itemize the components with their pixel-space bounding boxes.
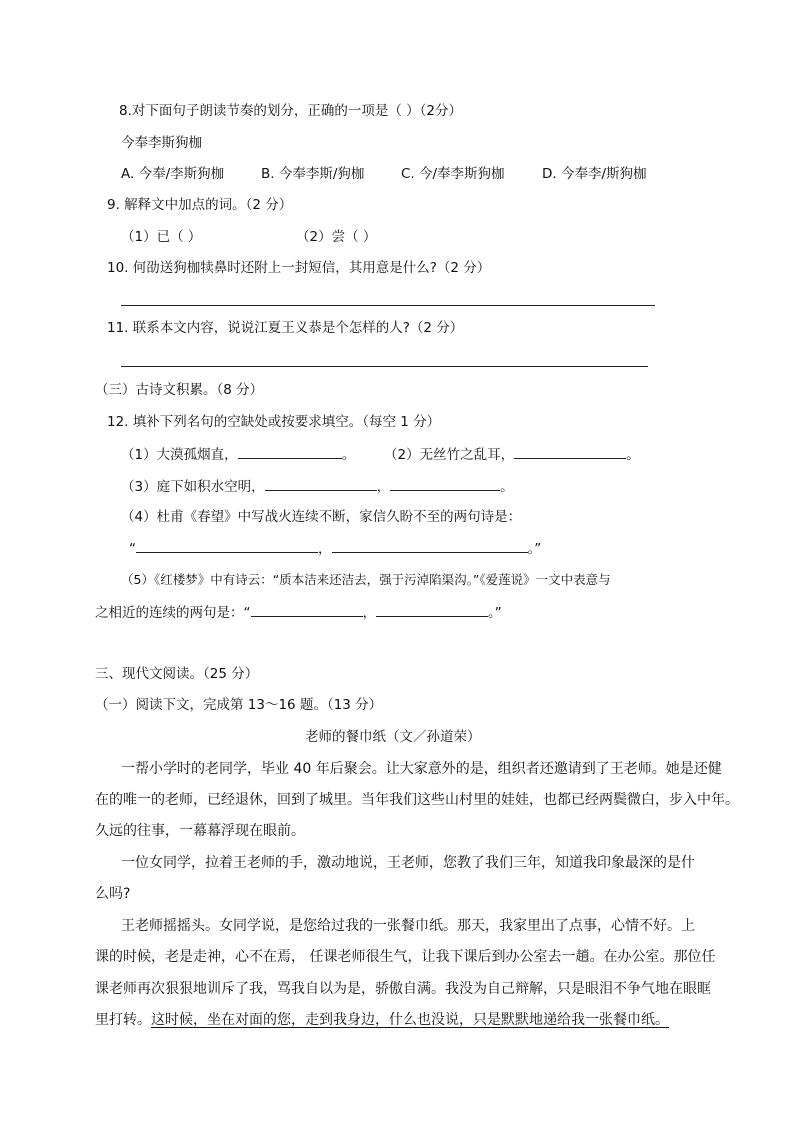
q12-item-3: （4）杜甫《春望》中写战火连续不断，家信久盼不至的两句诗是： bbox=[121, 509, 522, 525]
q8-option-b: B. 今奉李斯/狗枷 bbox=[261, 166, 365, 182]
q12-item-3-blanks: “ ， 。” bbox=[129, 538, 541, 559]
q8-option-a: A. 今奉/李斯狗枷 bbox=[121, 166, 225, 182]
q9-item-2: （2）尝（ ） bbox=[296, 229, 377, 245]
part-3-title: 三、现代文阅读。（25 分） bbox=[95, 666, 259, 682]
article-line: 课老师再次狠狠地训斥了我，骂我自以为是，骄傲自满。我没为自己辩解，只是眼泪不争气地在眼眶 bbox=[95, 981, 711, 997]
blank[interactable] bbox=[136, 538, 318, 553]
q8-stem: 8.对下面句子朗读节奏的划分，正确的一项是（ ）（2分） bbox=[119, 103, 463, 119]
q8-option-d: D. 今奉李/斯狗枷 bbox=[542, 166, 647, 182]
article-line: 王老师摇摇头。女同学说，是您给过我的一张餐巾纸。那天，我家里出了点事，心情不好。上 bbox=[121, 918, 695, 934]
q9-stem: 9. 解释文中加点的词。（2 分） bbox=[107, 197, 293, 213]
q12-item-2: （3）庭下如积水空明， ， 。 bbox=[121, 476, 514, 497]
q12-item-4-blanks: 之相近的连续的两句是：“ ， 。” bbox=[95, 602, 502, 623]
blank[interactable] bbox=[514, 444, 626, 459]
q12-item-1b: （2）无丝竹之乱耳， 。 bbox=[384, 444, 640, 465]
q12-item-1a: （1）大漠孤烟直， 。 bbox=[121, 444, 355, 465]
article-title: 老师的餐巾纸（文／孙道荣） bbox=[305, 729, 481, 745]
q9-item-1: （1）已（ ） bbox=[121, 229, 202, 245]
blank[interactable] bbox=[332, 538, 528, 553]
q10-answer-line[interactable] bbox=[121, 305, 655, 306]
q12-stem: 12. 填补下列名句的空缺处或按要求填空。（每空 1 分） bbox=[107, 414, 441, 430]
blank[interactable] bbox=[251, 602, 363, 617]
q12-item-4: （5）《红楼梦》中有诗云：“质本洁来还洁去，强于污淖陷渠沟。”《爱莲说》一文中表意与 bbox=[121, 572, 611, 587]
blank[interactable] bbox=[376, 602, 488, 617]
q8-options bbox=[121, 164, 647, 184]
part-3-subtitle: （一）阅读下文，完成第 13～16 题。（13 分） bbox=[95, 697, 383, 713]
q11-stem: 11. 联系本文内容，说说江夏王义恭是个怎样的人?（2 分） bbox=[107, 320, 464, 336]
article-line: 一帮小学时的老同学，毕业 40 年后聚会。让大家意外的是，组织者还邀请到了王老师。她是还健 bbox=[121, 761, 722, 777]
blank[interactable] bbox=[390, 476, 500, 491]
article-line: 一位女同学，拉着王老师的手，激动地说，王老师，您教了我们三年，知道我印象最深的是什 bbox=[121, 855, 695, 871]
q8-option-c: C. 今/奉李斯狗枷 bbox=[401, 166, 505, 182]
q11-answer-line[interactable] bbox=[121, 366, 648, 367]
article-line-last: 里打转。这时候，坐在对面的您，走到我身边，什么也没说，只是默默地递给我一张餐巾纸。 bbox=[95, 1012, 669, 1028]
underlined-sentence: 这时候，坐在对面的您，走到我身边，什么也没说，只是默默地递给我一张餐巾纸。 bbox=[151, 1012, 669, 1028]
article-line: 久远的往事，一幕幕浮现在眼前。 bbox=[95, 823, 305, 839]
section-3-title: （三）古诗文积累。（8 分） bbox=[95, 382, 264, 398]
blank[interactable] bbox=[265, 476, 377, 491]
q10-stem: 10. 何劭送狗枷犊鼻时还附上一封短信，其用意是什么?（2 分） bbox=[107, 260, 491, 276]
article-line: 么吗? bbox=[95, 886, 131, 902]
blank[interactable] bbox=[238, 444, 342, 459]
article-line: 在的唯一的老师，已经退休，回到了城里。当年我们这些山村里的娃娃，也都已经两鬓微白，步入中年。 bbox=[95, 792, 739, 808]
article-line: 课的时候，老是走神，心不在焉， 任课老师很生气，让我下课后到办公室去一趟。在办公室。那位任 bbox=[95, 949, 716, 965]
q8-sentence: 今奉李斯狗枷 bbox=[121, 135, 202, 151]
